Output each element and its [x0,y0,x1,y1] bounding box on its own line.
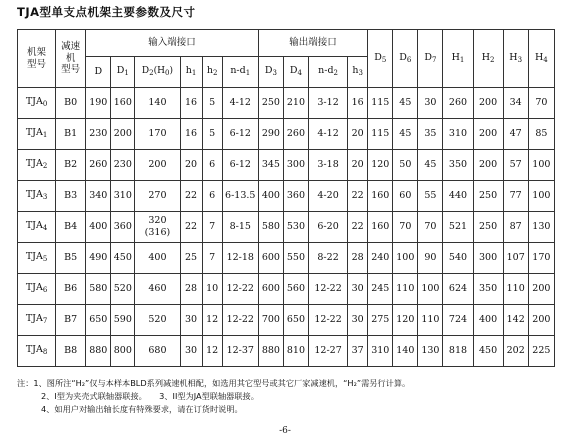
cell-h2: 200 [473,88,503,119]
cell-h3: 87 [503,212,528,243]
cell-h2: 200 [473,150,503,181]
cell-d1: 590 [111,305,135,336]
cell-nd1: 12-22 [222,274,258,305]
cell-h3: 22 [348,181,368,212]
cell-h3: 77 [503,181,528,212]
cell-d6: 70 [393,212,418,243]
cell-h1: 724 [443,305,473,336]
cell-model: $TJA_6$ [18,274,56,305]
cell-h4: 85 [528,119,554,150]
header-h1: $h_1$ [180,57,202,88]
cell-nd2: 8-22 [309,243,348,274]
cell-h3: 142 [503,305,528,336]
cell-d6: 110 [393,274,418,305]
cell-h2: 5 [202,88,222,119]
cell-d5: 120 [368,150,393,181]
spec-table [17,29,555,367]
cell-d4: 210 [283,88,308,119]
cell-d4: 560 [283,274,308,305]
cell-reducer: B4 [56,212,86,243]
cell-h3: 34 [503,88,528,119]
cell-model: $TJA_4$ [18,212,56,243]
cell-d4: 530 [283,212,308,243]
cell-d3: 600 [258,243,283,274]
cell-h1: 16 [180,88,202,119]
note-2-3: 2、I型为夹壳式联轴器联接。 3、II型为JA型联轴器联接。 [41,391,259,401]
cell-d5: 115 [368,119,393,150]
cell-model: $TJA_7$ [18,305,56,336]
notes [17,377,410,416]
cell-d: 580 [86,274,111,305]
cell-h4: 100 [528,150,554,181]
cell-d: 260 [86,150,111,181]
cell-d: 190 [86,88,111,119]
cell-nd2: 3-12 [309,88,348,119]
cell-h1: 818 [443,336,473,367]
cell-d5: 160 [368,212,393,243]
cell-h1: 25 [180,243,202,274]
cell-h3: 47 [503,119,528,150]
table-row [18,305,555,336]
cell-d6: 140 [393,336,418,367]
cell-nd1: 4-12 [222,88,258,119]
cell-nd1: 6-12 [222,119,258,150]
header-reducer: 减速 机 型号 [56,30,86,88]
cell-d5: 115 [368,88,393,119]
header-D7: $D_7$ [418,30,443,88]
table-row [18,88,555,119]
cell-h1: 16 [180,119,202,150]
cell-d2: 170 [135,119,180,150]
cell-d2: 140 [135,88,180,119]
cell-h1: 30 [180,336,202,367]
cell-reducer: B8 [56,336,86,367]
cell-nd2: 12-22 [309,305,348,336]
cell-reducer: B6 [56,274,86,305]
cell-reducer: B3 [56,181,86,212]
cell-h3: 107 [503,243,528,274]
cell-h4: 70 [528,88,554,119]
cell-d2: 200 [135,150,180,181]
cell-d7: 35 [418,119,443,150]
header-D1: $D_1$ [111,57,135,88]
cell-h2: 200 [473,119,503,150]
cell-reducer: B5 [56,243,86,274]
cell-model: $TJA_1$ [18,119,56,150]
cell-d5: 240 [368,243,393,274]
cell-h2: 5 [202,119,222,150]
cell-h4: 200 [528,274,554,305]
cell-d5: 275 [368,305,393,336]
header-D: D [86,57,111,88]
cell-h2: 250 [473,181,503,212]
header-H3: $H_3$ [503,30,528,88]
cell-d4: 810 [283,336,308,367]
header-input-group: 输入端接口 [86,30,259,57]
cell-d7: 70 [418,212,443,243]
header-H4: $H_4$ [528,30,554,88]
cell-nd2: 12-27 [309,336,348,367]
cell-d6: 50 [393,150,418,181]
header-H2: $H_2$ [473,30,503,88]
cell-h1: 624 [443,274,473,305]
table-row [18,181,555,212]
cell-h1: 440 [443,181,473,212]
page-number: -6- [279,426,291,436]
header-nd2: $n-d_2$ [309,57,348,88]
cell-h2: 6 [202,181,222,212]
cell-h4: 130 [528,212,554,243]
cell-h1: 22 [180,212,202,243]
cell-h2: 10 [202,274,222,305]
cell-h2: 7 [202,243,222,274]
cell-d3: 345 [258,150,283,181]
cell-nd2: 3-18 [309,150,348,181]
cell-h2: 300 [473,243,503,274]
cell-d2: 520 [135,305,180,336]
cell-d6: 100 [393,243,418,274]
cell-d6: 45 [393,119,418,150]
cell-h2: 450 [473,336,503,367]
cell-d: 400 [86,212,111,243]
table-row [18,150,555,181]
cell-h4: 170 [528,243,554,274]
header-D6: $D_6$ [393,30,418,88]
cell-d7: 110 [418,305,443,336]
cell-h3: 20 [348,119,368,150]
cell-d6: 120 [393,305,418,336]
cell-d1: 450 [111,243,135,274]
cell-h1: 521 [443,212,473,243]
cell-d3: 400 [258,181,283,212]
note-1: 注：1、图所注“H₂”仅与本样本BLD系列减速机相配，如选用其它型号或其它厂家减速机，“H₂”需另行计算。 [17,378,411,388]
cell-d5: 310 [368,336,393,367]
cell-h3: 202 [503,336,528,367]
cell-d1: 310 [111,181,135,212]
header-h3: $h_3$ [348,57,368,88]
cell-reducer: B7 [56,305,86,336]
cell-nd1: 8-15 [222,212,258,243]
cell-nd1: 12-18 [222,243,258,274]
cell-h3: 30 [348,274,368,305]
cell-d3: 700 [258,305,283,336]
cell-d1: 800 [111,336,135,367]
cell-d3: 880 [258,336,283,367]
table-row [18,119,555,150]
cell-d4: 650 [283,305,308,336]
table-row [18,212,555,243]
cell-h1: 260 [443,88,473,119]
cell-h1: 30 [180,305,202,336]
header-nd1: $n-d_1$ [222,57,258,88]
cell-d1: 160 [111,88,135,119]
cell-h1: 540 [443,243,473,274]
cell-d1: 360 [111,212,135,243]
cell-d2: 320 (316) [135,212,180,243]
cell-d: 490 [86,243,111,274]
cell-nd1: 12-22 [222,305,258,336]
cell-d3: 250 [258,88,283,119]
cell-model: $TJA_0$ [18,88,56,119]
cell-d5: 160 [368,181,393,212]
cell-d: 650 [86,305,111,336]
cell-h4: 100 [528,181,554,212]
cell-d7: 55 [418,181,443,212]
header-h2: $h_2$ [202,57,222,88]
header-H1: $H_1$ [443,30,473,88]
table-row [18,243,555,274]
cell-d3: 290 [258,119,283,150]
cell-nd1: 6-13.5 [222,181,258,212]
cell-h3: 22 [348,212,368,243]
cell-d4: 360 [283,181,308,212]
header-D5: $D_5$ [368,30,393,88]
cell-h1: 28 [180,274,202,305]
cell-d1: 230 [111,150,135,181]
cell-h4: 200 [528,305,554,336]
page-title: TJA型单支点机架主要参数及尺寸 [17,5,196,19]
header-D4: $D_4$ [283,57,308,88]
cell-h3: 16 [348,88,368,119]
cell-reducer: B1 [56,119,86,150]
cell-model: $TJA_5$ [18,243,56,274]
header-output-group: 输出端接口 [258,30,367,57]
cell-reducer: B0 [56,88,86,119]
cell-d3: 600 [258,274,283,305]
cell-reducer: B2 [56,150,86,181]
cell-d2: 270 [135,181,180,212]
cell-d: 880 [86,336,111,367]
cell-h1: 22 [180,181,202,212]
cell-d: 230 [86,119,111,150]
cell-h2: 6 [202,150,222,181]
cell-d5: 245 [368,274,393,305]
cell-d6: 45 [393,88,418,119]
cell-model: $TJA_2$ [18,150,56,181]
cell-d4: 260 [283,119,308,150]
cell-nd2: 4-12 [309,119,348,150]
cell-d2: 680 [135,336,180,367]
cell-h1: 350 [443,150,473,181]
cell-d7: 130 [418,336,443,367]
cell-nd2: 6-20 [309,212,348,243]
cell-d2: 400 [135,243,180,274]
cell-d1: 200 [111,119,135,150]
cell-d: 340 [86,181,111,212]
cell-d1: 520 [111,274,135,305]
cell-d7: 90 [418,243,443,274]
cell-h3: 30 [348,305,368,336]
cell-nd2: 4-20 [309,181,348,212]
cell-d7: 45 [418,150,443,181]
cell-nd1: 12-37 [222,336,258,367]
cell-model: $TJA_3$ [18,181,56,212]
header-D2: $D_2(H_0)$ [135,57,180,88]
cell-d7: 100 [418,274,443,305]
cell-nd1: 6-12 [222,150,258,181]
cell-d6: 60 [393,181,418,212]
cell-h2: 400 [473,305,503,336]
cell-d4: 550 [283,243,308,274]
header-model: 机架 型号 [18,30,56,88]
cell-h1: 20 [180,150,202,181]
cell-model: $TJA_8$ [18,336,56,367]
cell-h3: 28 [348,243,368,274]
cell-h2: 250 [473,212,503,243]
cell-d4: 300 [283,150,308,181]
cell-h2: 7 [202,212,222,243]
cell-h3: 37 [348,336,368,367]
cell-h2: 350 [473,274,503,305]
table-body [18,88,555,367]
cell-h3: 57 [503,150,528,181]
cell-h3: 110 [503,274,528,305]
cell-h4: 225 [528,336,554,367]
note-4: 4、如用户对输出轴长度有特殊要求，请在订货时说明。 [41,404,243,414]
cell-h3: 20 [348,150,368,181]
cell-d3: 580 [258,212,283,243]
cell-nd2: 12-22 [309,274,348,305]
cell-h1: 310 [443,119,473,150]
header-D3: $D_3$ [258,57,283,88]
table-row [18,336,555,367]
cell-h2: 12 [202,305,222,336]
cell-d7: 30 [418,88,443,119]
cell-h2: 12 [202,336,222,367]
cell-d2: 460 [135,274,180,305]
table-row [18,274,555,305]
